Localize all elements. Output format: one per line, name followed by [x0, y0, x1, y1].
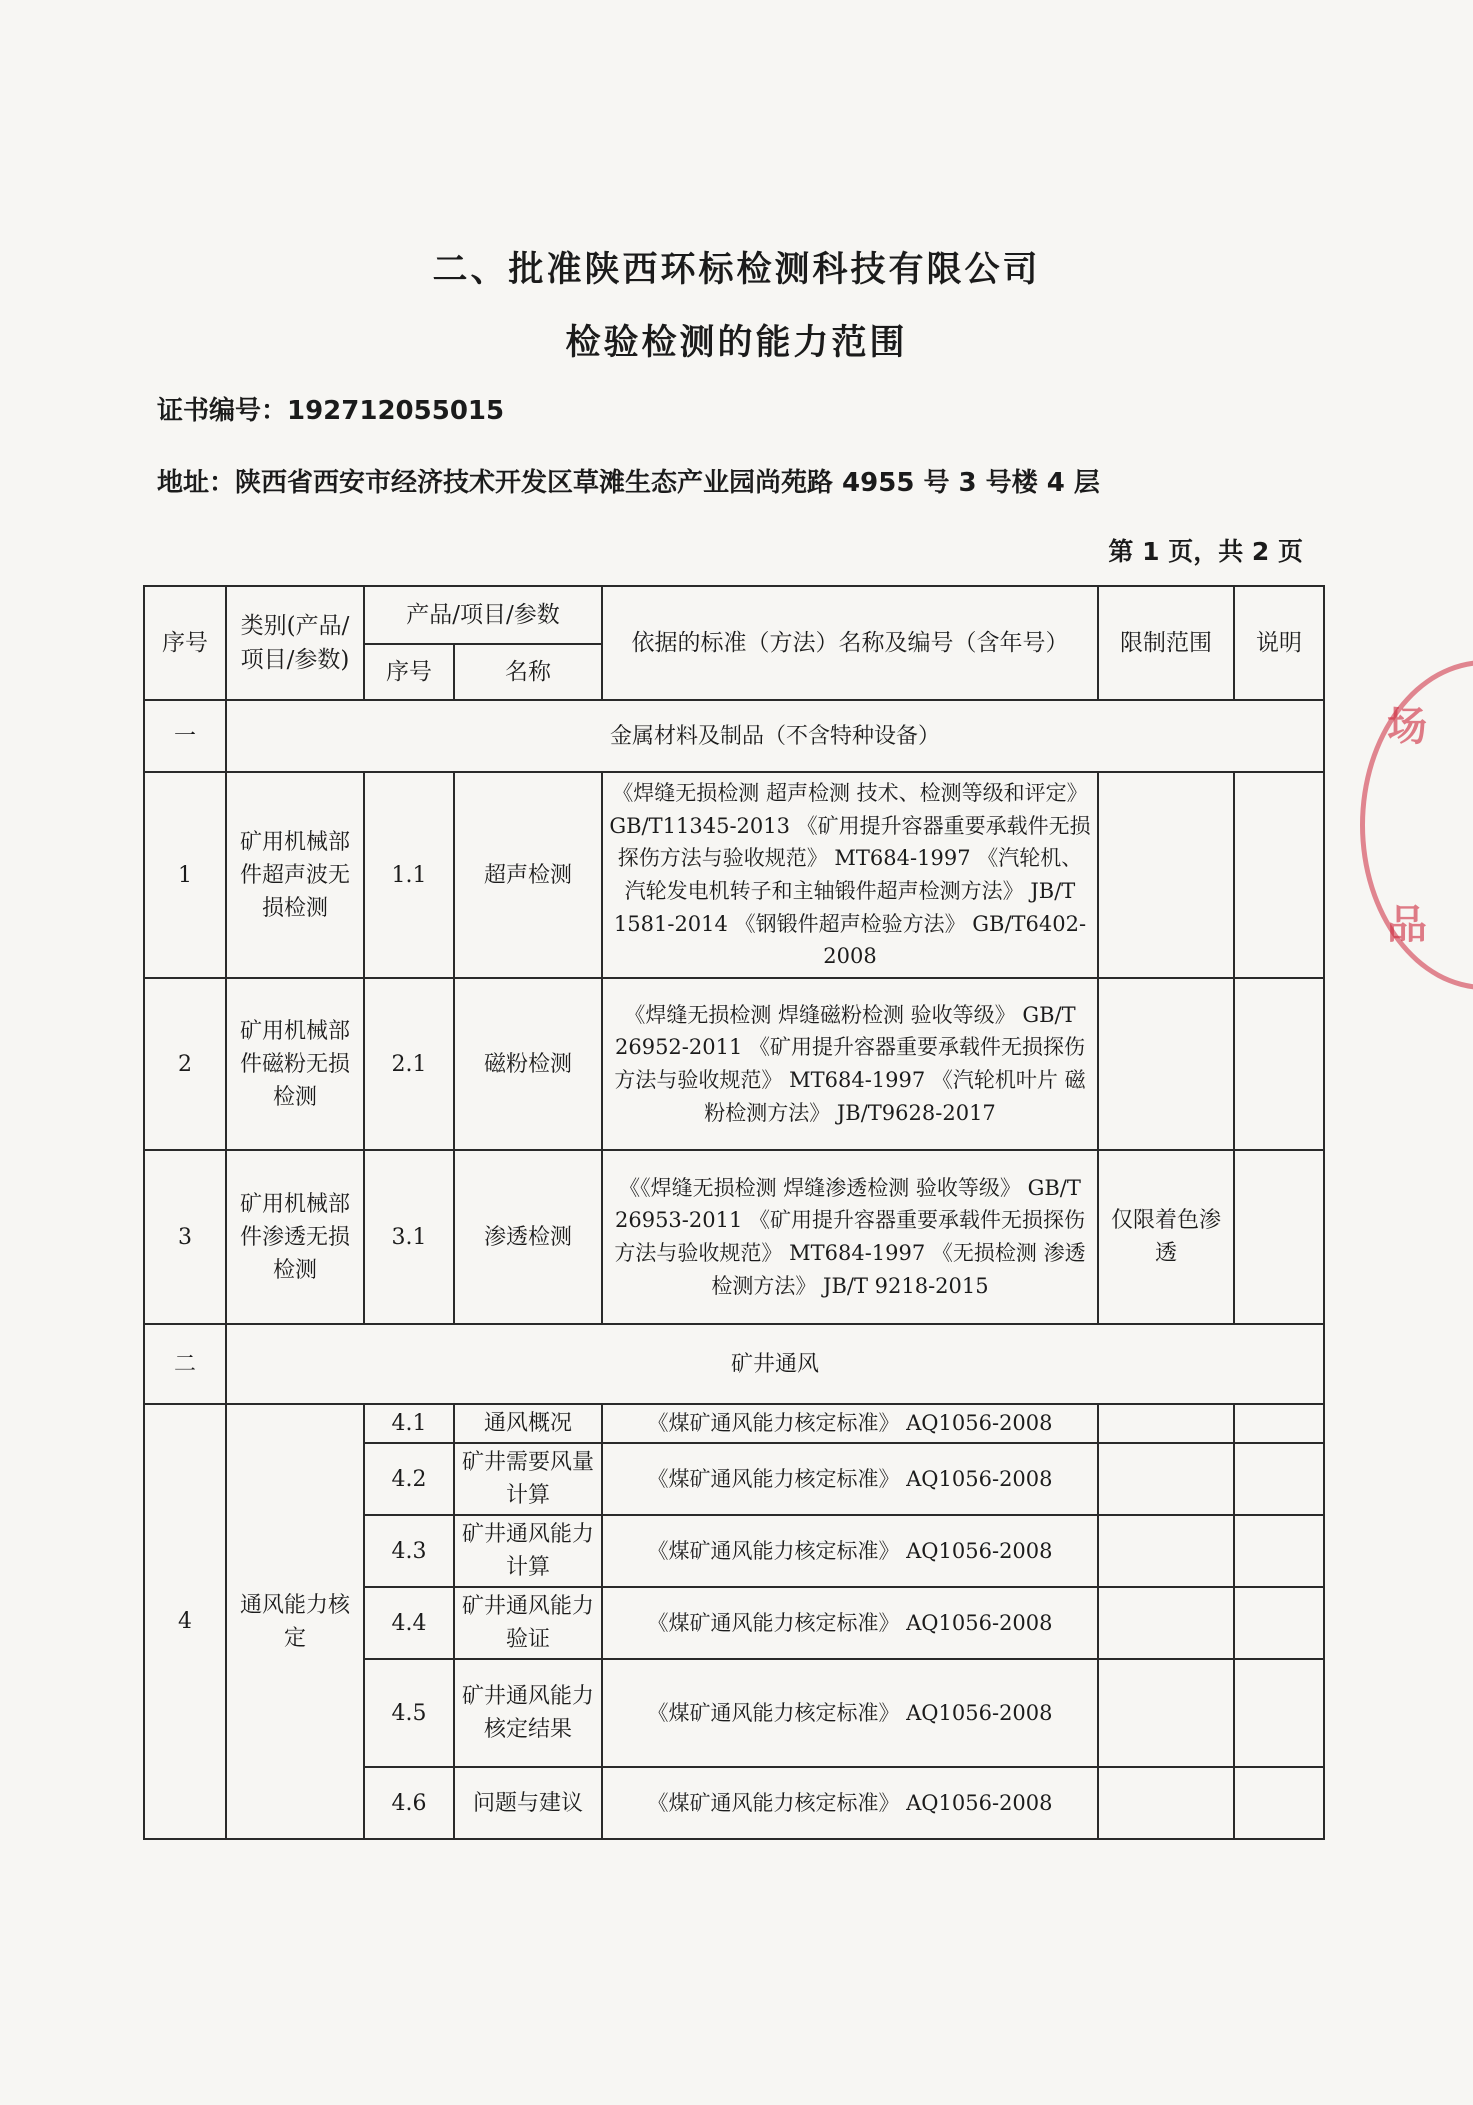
section-title: 矿井通风	[226, 1324, 1324, 1404]
table-row	[144, 772, 1324, 978]
row-note	[1234, 1767, 1324, 1839]
row-note	[1234, 1659, 1324, 1767]
row-limit	[1098, 1767, 1234, 1839]
row-category: 矿用机械部件渗透无损检测	[226, 1150, 364, 1324]
row-name: 磁粉检测	[454, 978, 602, 1150]
row-name: 矿井需要风量计算	[454, 1443, 602, 1515]
row-name: 矿井通风能力核定结果	[454, 1659, 602, 1767]
certificate-number: 证书编号：192712055015	[157, 396, 505, 426]
row-standard: 《煤矿通风能力核定标准》 AQ1056-2008	[602, 1404, 1098, 1443]
row-seq: 4	[144, 1404, 226, 1839]
row-sub-seq: 4.2	[364, 1443, 454, 1515]
row-note	[1234, 978, 1324, 1150]
header-category: 类别(产品/项目/参数)	[226, 586, 364, 700]
row-note	[1234, 1404, 1324, 1443]
header-standard: 依据的标准（方法）名称及编号（含年号）	[602, 586, 1098, 700]
row-category: 矿用机械部件超声波无损检测	[226, 772, 364, 978]
row-standard: 《焊缝无损检测 焊缝磁粉检测 验收等级》 GB/T 26952-2011 《矿用提升容器重要承载件无损探伤方法与验收规范》 MT684-1997 《汽轮机叶片 磁粉检测方法》 JB/T9628-2017	[602, 978, 1098, 1150]
row-seq: 3	[144, 1150, 226, 1324]
row-name: 通风概况	[454, 1404, 602, 1443]
section-row	[144, 1324, 1324, 1404]
row-name: 渗透检测	[454, 1150, 602, 1324]
section-row	[144, 700, 1324, 772]
row-limit	[1098, 1515, 1234, 1587]
row-note	[1234, 772, 1324, 978]
row-limit	[1098, 978, 1234, 1150]
stamp-text-top: 场	[1387, 704, 1427, 750]
row-limit	[1098, 1587, 1234, 1659]
row-sub-seq: 4.6	[364, 1767, 454, 1839]
table-row	[144, 1404, 1324, 1443]
row-category: 矿用机械部件磁粉无损检测	[226, 978, 364, 1150]
capability-table	[143, 585, 1325, 1840]
section-title: 金属材料及制品（不含特种设备）	[226, 700, 1324, 772]
section-seq: 一	[144, 700, 226, 772]
row-seq: 2	[144, 978, 226, 1150]
row-standard: 《煤矿通风能力核定标准》 AQ1056-2008	[602, 1443, 1098, 1515]
row-limit	[1098, 1404, 1234, 1443]
row-standard: 《煤矿通风能力核定标准》 AQ1056-2008	[602, 1767, 1098, 1839]
section-seq: 二	[144, 1324, 226, 1404]
row-category: 通风能力核定	[226, 1404, 364, 1839]
row-standard: 《煤矿通风能力核定标准》 AQ1056-2008	[602, 1587, 1098, 1659]
header-sub-seq: 序号	[364, 644, 454, 700]
row-limit: 仅限着色渗透	[1098, 1150, 1234, 1324]
row-sub-seq: 4.1	[364, 1404, 454, 1443]
row-standard: 《煤矿通风能力核定标准》 AQ1056-2008	[602, 1515, 1098, 1587]
row-limit	[1098, 1659, 1234, 1767]
row-name: 超声检测	[454, 772, 602, 978]
row-sub-seq: 2.1	[364, 978, 454, 1150]
row-standard: 《焊缝无损检测 超声检测 技术、检测等级和评定》 GB/T11345-2013 《矿用提升容器重要承载件无损探伤方法与验收规范》 MT684-1997 《汽轮机、汽轮发电机转子和主轴锻件超声检测方法》 JB/T 1581-2014 《钢锻件超声检验方法》 GB/T6402-2008	[602, 772, 1098, 978]
row-limit	[1098, 772, 1234, 978]
row-sub-seq: 4.3	[364, 1515, 454, 1587]
address: 地址：陕西省西安市经济技术开发区草滩生态产业园尚苑路 4955 号 3 号楼 4 层	[157, 468, 1100, 498]
row-sub-seq: 1.1	[364, 772, 454, 978]
row-standard: 《煤矿通风能力核定标准》 AQ1056-2008	[602, 1659, 1098, 1767]
header-note: 说明	[1234, 586, 1324, 700]
header-limit: 限制范围	[1098, 586, 1234, 700]
document-subtitle: 检验检测的能力范围	[565, 323, 908, 363]
header-seq: 序号	[144, 586, 226, 700]
header-product-group: 产品/项目/参数	[364, 586, 602, 644]
row-note	[1234, 1150, 1324, 1324]
row-note	[1234, 1515, 1324, 1587]
document-title: 二、批准陕西环标检测科技有限公司	[432, 250, 1041, 290]
row-sub-seq: 3.1	[364, 1150, 454, 1324]
page-number: 第 1 页，共 2 页	[1108, 537, 1303, 566]
seal-stamp	[1360, 660, 1473, 990]
row-note	[1234, 1443, 1324, 1515]
row-name: 矿井通风能力验证	[454, 1587, 602, 1659]
header-name: 名称	[454, 644, 602, 700]
row-name: 问题与建议	[454, 1767, 602, 1839]
row-note	[1234, 1587, 1324, 1659]
row-standard: 《《焊缝无损检测 焊缝渗透检测 验收等级》 GB/T 26953-2011 《矿用提升容器重要承载件无损探伤方法与验收规范》 MT684-1997 《无损检测 渗透检测方法》 JB/T 9218-2015	[602, 1150, 1098, 1324]
table-row	[144, 1150, 1324, 1324]
row-limit	[1098, 1443, 1234, 1515]
stamp-text-bottom: 品	[1387, 902, 1427, 948]
row-sub-seq: 4.5	[364, 1659, 454, 1767]
row-sub-seq: 4.4	[364, 1587, 454, 1659]
row-name: 矿井通风能力计算	[454, 1515, 602, 1587]
table-row	[144, 978, 1324, 1150]
row-seq: 1	[144, 772, 226, 978]
